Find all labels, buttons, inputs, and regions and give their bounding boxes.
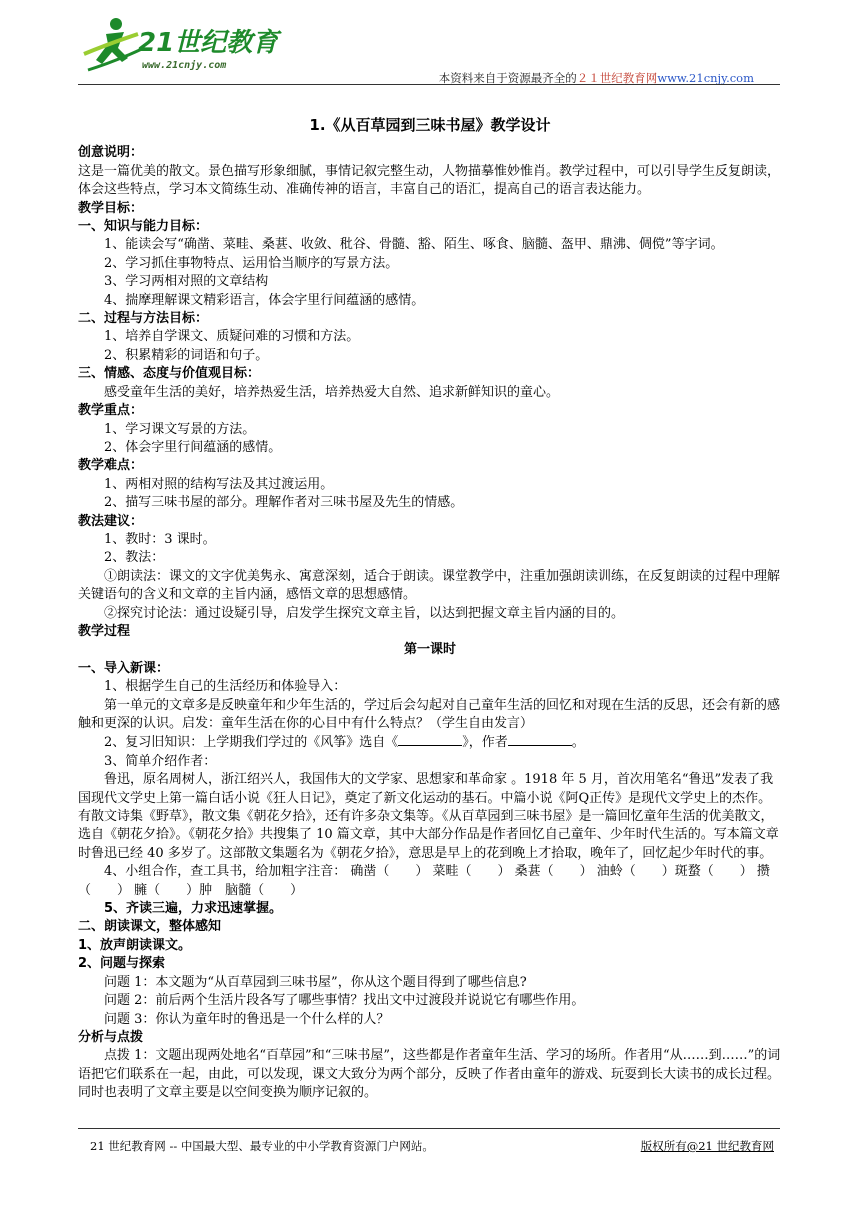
header-divider: [78, 84, 780, 85]
text-line: 1、教时：3 课时。: [104, 531, 216, 547]
text-line: 3、学习两相对照的文章结构: [104, 274, 269, 290]
section-block-1: [78, 144, 782, 733]
text-line: 三、情感、态度与价值观目标：: [78, 366, 261, 382]
footer-divider: [78, 1128, 780, 1129]
document-body: [78, 116, 782, 1103]
text-line: 分析与点拨: [78, 1029, 144, 1045]
text-line: ①朗读法：课文的文字优美隽永、寓意深刻，适合于朗读。课堂教学中，注重加强朗读训练，在反复朗读的过程中理解关键语句的含义和文章的主旨内涵，感悟文章的思想感情。: [78, 568, 781, 603]
review-end: 。: [571, 735, 585, 751]
text-line: 2、描写三味书屋的部分。理解作者对三味书屋及先生的情感。: [104, 495, 464, 511]
section-block-2: [78, 753, 782, 771]
text-line: 2、积累精彩的词语和句子。: [104, 347, 269, 363]
text-line: 2、问题与探索: [78, 956, 166, 972]
text-line: 3、简单介绍作者：: [104, 753, 217, 769]
logo-url: www.21cnjy.com: [142, 60, 227, 71]
text-line: 点拨 1：文题出现两处地名“百草园”和“三味书屋”，这些都是作者童年生活、学习的场所。作者用“从……到……”的词语把它们联系在一起，由此，可以发现，课文大致分为两个部分，反映了作者由童年的游戏、玩耍到长大读书的成长过程。同时也表明了文章主要是以空间变换为顺序记叙的。: [78, 1048, 781, 1101]
text-line: 问题 2：前后两个生活片段各写了哪些事情？找出文中过渡段并说说它有哪些作用。: [104, 993, 585, 1009]
text-line: 2、学习抓住事物特点、运用恰当顺序的写景方法。: [104, 255, 399, 271]
text-line: 问题 1：本文题为“从百草园到三味书屋”，你从这个题目得到了哪些信息?: [104, 974, 527, 990]
text-line: 2、体会字里行间蕴涵的感情。: [104, 439, 282, 455]
review-mid: 》，作者: [462, 735, 508, 751]
pinyin-exercise: 4、小组合作，查工具书，给加粗字注音： 确凿（ ） 菜畦（ ） 桑葚（ ） 油蛉（ ）斑蝥（ ） 攒（ ） 臃（ ）肿 脑髓（ ）: [78, 864, 770, 898]
text-line: 一、知识与能力目标：: [78, 219, 209, 235]
header-note-prefix: 本资料来自于资源最齐全的: [438, 71, 577, 85]
text-line: 感受童年生活的美好，培养热爱生活，培养热爱大自然、追求新鲜知识的童心。: [104, 384, 560, 400]
page-header: [78, 14, 780, 84]
text-line: 第一单元的文章多是反映童年和少年生活的，学过后会勾起对自己童年生活的回忆和对现在生活的反思，还会有新的感触和更深的认识。启发：童年生活在你的心目中有什么特点？（学生自由发言）: [78, 697, 781, 731]
text-line: 这是一篇优美的散文。景色描写形象细腻，事情记叙完整生动，人物描摹惟妙惟肖。教学过程中，可以引导学生反复朗读，体会这些特点，学习本文简练生动、准确传神的语言，丰富自己的语汇，提高自己的语言表达能力。: [78, 163, 781, 198]
site-logo: [78, 14, 288, 76]
text-line: 2、教法：: [104, 550, 165, 566]
text-line: 1、两相对照的结构写法及其过渡运用。: [104, 476, 334, 492]
logo-text: 21世纪教育: [138, 28, 279, 58]
review-line: [78, 733, 782, 752]
text-line: 二、朗读课文，整体感知: [78, 919, 222, 935]
text-line: 1、培养自学课文、质疑问难的习惯和方法。: [104, 329, 360, 345]
blank-author[interactable]: [508, 733, 572, 746]
text-line: 5、齐读三遍，力求迅速掌握。: [104, 901, 283, 917]
review-prefix: 2、复习旧知识：上学期我们学过的《风筝》选自《: [104, 735, 399, 751]
section-block-3: [78, 900, 782, 1102]
text-line: 创意说明：: [78, 145, 144, 161]
text-line: 教法建议：: [78, 513, 144, 529]
text-line: ②探究讨论法：通过设疑引导，启发学生探究文章主旨，以达到把握文章主旨内涵的目的。: [104, 605, 625, 621]
blank-source[interactable]: [398, 733, 462, 746]
text-line: 一、导入新课：: [78, 660, 170, 676]
author-paragraph: 鲁迅，原名周树人，浙江绍兴人，我国伟大的文学家、思想家和革命家 。1918 年 5 月，首次用笔名“鲁迅”发表了我国现代文学史上第一篇白话小说《狂人日记》，奠定了新文化运动的基石。中篇小说《阿Q正传》是现代文学史上的杰作。有散文诗集《野草》，散文集《朝花夕拾》，还有许多杂文集等。《从百草园到三味书屋》是一篇回忆童年生活的优美散文，选自《朝花夕拾》。《朝花夕拾》共搜集了 10 篇文章，其中大部分作品是作者回忆自己童年、少年时代生活的。写本篇文章时鲁迅已经 40 多岁了。这部散文集题名为《朝花夕拾》，意思是早上的花到晚上才拾取，晚年了，回忆起少年时代的事。: [78, 772, 779, 861]
text-line: 1、放声朗读课文。: [78, 937, 192, 953]
text-line: 教学难点：: [78, 458, 144, 474]
text-line: 第一课时: [403, 642, 456, 658]
text-line: 1、根据学生自己的生活经历和体验导入：: [104, 679, 347, 695]
text-line: 问题 3：你认为童年时的鲁迅是一个什么样的人？: [104, 1011, 390, 1027]
text-line: 教学过程: [78, 623, 131, 639]
text-line: 1、学习课文写景的方法。: [104, 421, 256, 437]
copyright-link[interactable]: 版权所有@21 世纪教育网: [640, 1139, 774, 1153]
text-line: 二、过程与方法目标：: [78, 311, 209, 327]
text-line: 4、揣摩理解课文精彩语言，体会字里行间蕴涵的感情。: [104, 292, 425, 308]
page-footer: [78, 1128, 780, 1153]
header-note-site[interactable]: ２１世纪教育网: [576, 71, 658, 85]
text-line: 教学重点：: [78, 403, 144, 419]
footer-text: 21 世纪教育网 -- 中国最大型、最专业的中小学教育资源门户网站。: [90, 1139, 434, 1153]
document-title: 1.《从百草园到三味书屋》教学设计: [309, 116, 551, 134]
text-line: 1、能读会写“确凿、菜畦、桑葚、收敛、秕谷、骨髓、豁、陌生、啄食、脑髓、盔甲、鼎沸、倜傥”等字词。: [104, 237, 724, 253]
text-line: 教学目标：: [78, 200, 144, 216]
header-note-url[interactable]: www.21cnjy.com: [657, 71, 754, 85]
